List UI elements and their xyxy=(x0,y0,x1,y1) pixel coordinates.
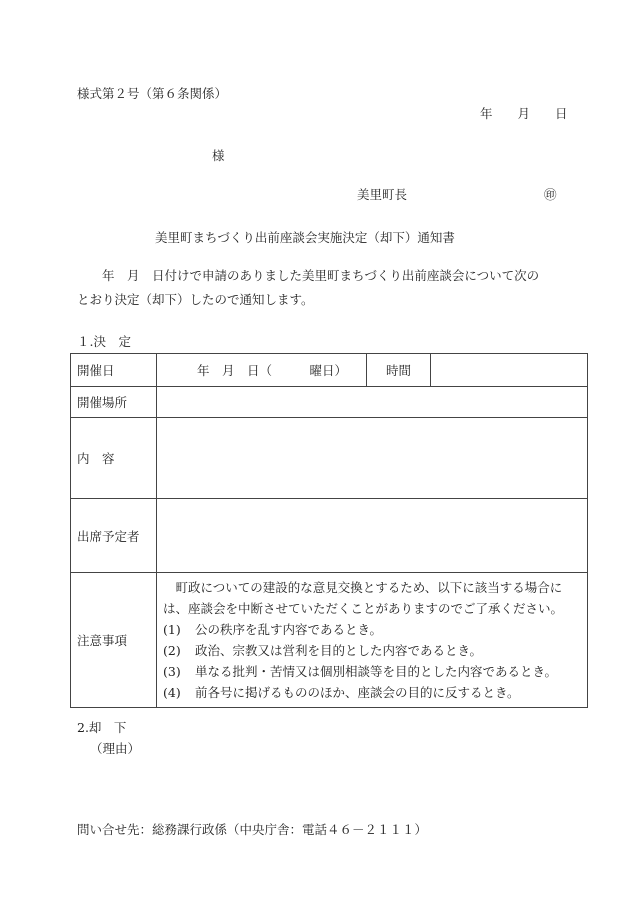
content-label: 内 容 xyxy=(71,418,157,499)
section-rejection-heading: 2.却 下 xyxy=(77,720,127,735)
table-row xyxy=(71,418,588,499)
issuer-name: 美里町長 xyxy=(357,187,408,202)
time-label: 時間 xyxy=(367,354,431,387)
note-item xyxy=(163,661,581,682)
note-text: 単なる批判・苦情又は個別相談等を目的とした内容であるとき。 xyxy=(195,664,558,679)
time-value xyxy=(431,354,588,387)
note-text: 政治、宗教又は営利を目的とした内容であるとき。 xyxy=(195,643,483,658)
body-text-line-2: とおり決定（却下）したので通知します。 xyxy=(77,292,314,307)
content-value xyxy=(157,418,588,499)
attendee-label: 出席予定者 xyxy=(71,499,157,573)
decision-table xyxy=(70,353,588,708)
table-row xyxy=(71,573,588,708)
section-decision-heading: １.決 定 xyxy=(77,334,131,349)
notes-content xyxy=(157,573,588,708)
note-number: (2) xyxy=(163,643,181,658)
note-text: 公の秩序を乱す内容であるとき。 xyxy=(195,622,383,637)
venue-label: 開催場所 xyxy=(71,387,157,418)
form-number: 様式第２号（第６条関係） xyxy=(77,86,228,101)
notes-label: 注意事項 xyxy=(71,573,157,708)
table-row xyxy=(71,387,588,418)
document-title: 美里町まちづくり出前座談会実施決定（却下）通知書 xyxy=(155,230,455,245)
venue-value xyxy=(157,387,588,418)
seal-icon: ㊞ xyxy=(544,187,557,202)
note-number: (1) xyxy=(163,622,181,637)
notes-intro: 町政についての建設的な意見交換とするため、以下に該当する場合には、座談会を中断させていただくことがありますのでご了承ください。 xyxy=(163,580,564,616)
note-number: (3) xyxy=(163,664,181,679)
table-row xyxy=(71,499,588,573)
reason-label: （理由） xyxy=(90,741,141,756)
table-row xyxy=(71,354,588,387)
note-item xyxy=(163,640,581,661)
body-text-line-1: 年 月 日付けで申請のありました美里町まちづくり出前座談会について次の xyxy=(77,268,540,283)
contact-info: 問い合せ先：総務課行政係（中央庁舎：電話４６－２１１１） xyxy=(77,822,428,837)
note-item xyxy=(163,619,581,640)
recipient-suffix: 様 xyxy=(212,148,225,163)
attendee-value xyxy=(157,499,588,573)
date-value-text: 年 月 日（ 曜日） xyxy=(197,363,348,378)
date-value xyxy=(157,354,367,387)
note-number: (4) xyxy=(163,685,181,700)
date-label: 開催日 xyxy=(71,354,157,387)
note-text: 前各号に掲げるもののほか、座談会の目的に反するとき。 xyxy=(195,685,520,700)
note-item xyxy=(163,682,581,703)
date-line: 年 月 日 xyxy=(480,106,568,121)
